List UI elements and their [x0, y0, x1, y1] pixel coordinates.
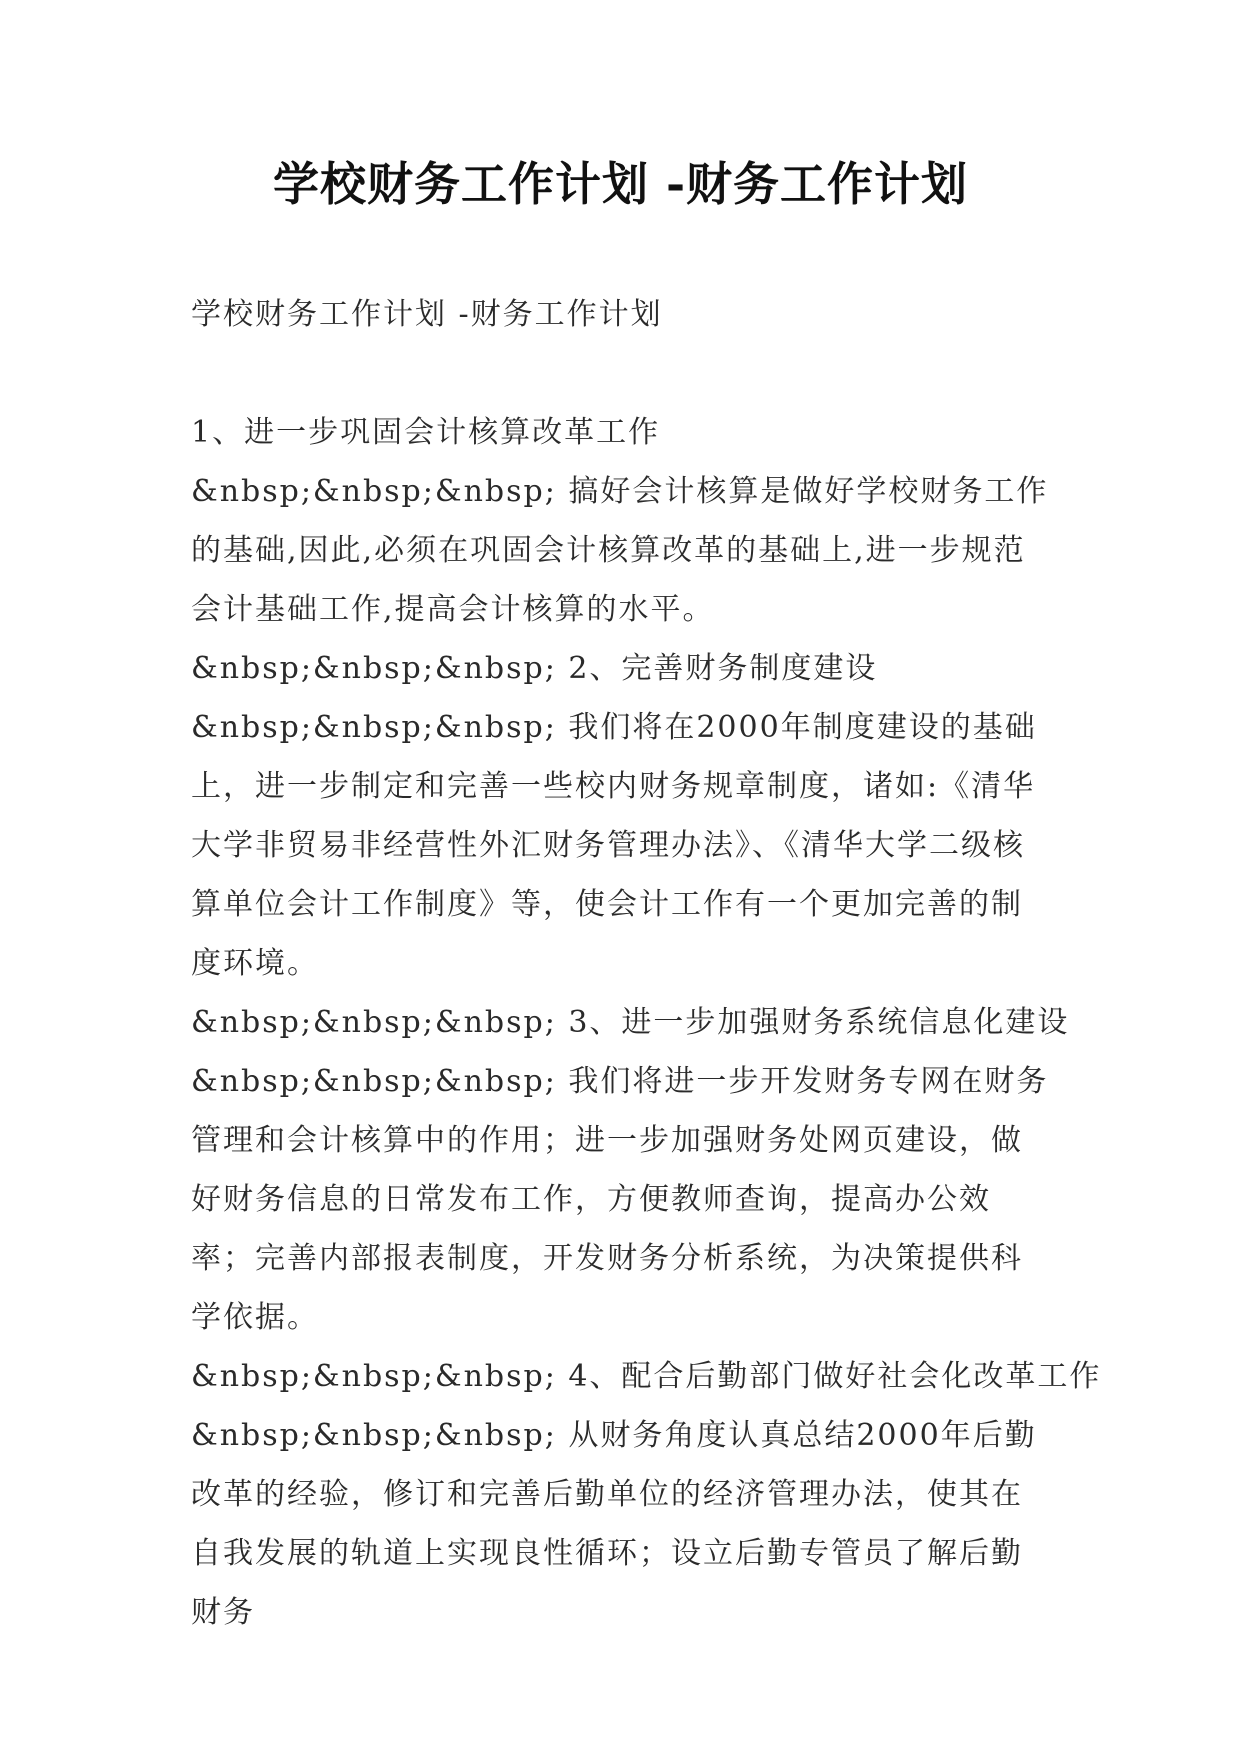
paragraph-3: &nbsp;&nbsp;&nbsp; 2、完善财务制度建设 [191, 651, 878, 686]
document-title: 学校财务工作计划 -财务工作计划 [272, 157, 969, 211]
paragraph-7: &nbsp;&nbsp;&nbsp; 4、配合后勤部门做好社会化改革工作 [191, 1359, 1102, 1394]
document-body [191, 285, 1102, 1642]
paragraph-4: &nbsp;&nbsp;&nbsp; 我们将在2000年制度建设的基础上，进一步制定和完善一些校内财务规章制度，诸如:《清华大学非贸易非经营性外汇财务管理办法》、《清华大学二级核算单位会计工作制度》等，使会计工作有一个更加完善的制度环境。 [191, 710, 1037, 981]
paragraph-5: &nbsp;&nbsp;&nbsp; 3、进一步加强财务系统信息化建设 [191, 1005, 1070, 1040]
paragraph-2: &nbsp;&nbsp;&nbsp; 搞好会计核算是做好学校财务工作的基础,因此,必须在巩固会计核算改革的基础上,进一步规范会计基础工作,提高会计核算的水平。 [191, 474, 1049, 627]
paragraph-1: 1、进一步巩固会计核算改革工作 [191, 415, 661, 450]
paragraph-8: &nbsp;&nbsp;&nbsp; 从财务角度认真总结2000年后勤改革的经验，修订和完善后勤单位的经济管理办法，使其在自我发展的轨道上实现良性循环；设立后勤专管员了解后勤财务 [191, 1418, 1037, 1630]
document-subtitle: 学校财务工作计划 -财务工作计划 [191, 297, 663, 332]
paragraph-6: &nbsp;&nbsp;&nbsp; 我们将进一步开发财务专网在财务管理和会计核算中的作用；进一步加强财务处网页建设，做好财务信息的日常发布工作，方便教师查询，提高办公效率；完善内部报表制度，开发财务分析系统，为决策提供科学依据。 [191, 1064, 1049, 1335]
